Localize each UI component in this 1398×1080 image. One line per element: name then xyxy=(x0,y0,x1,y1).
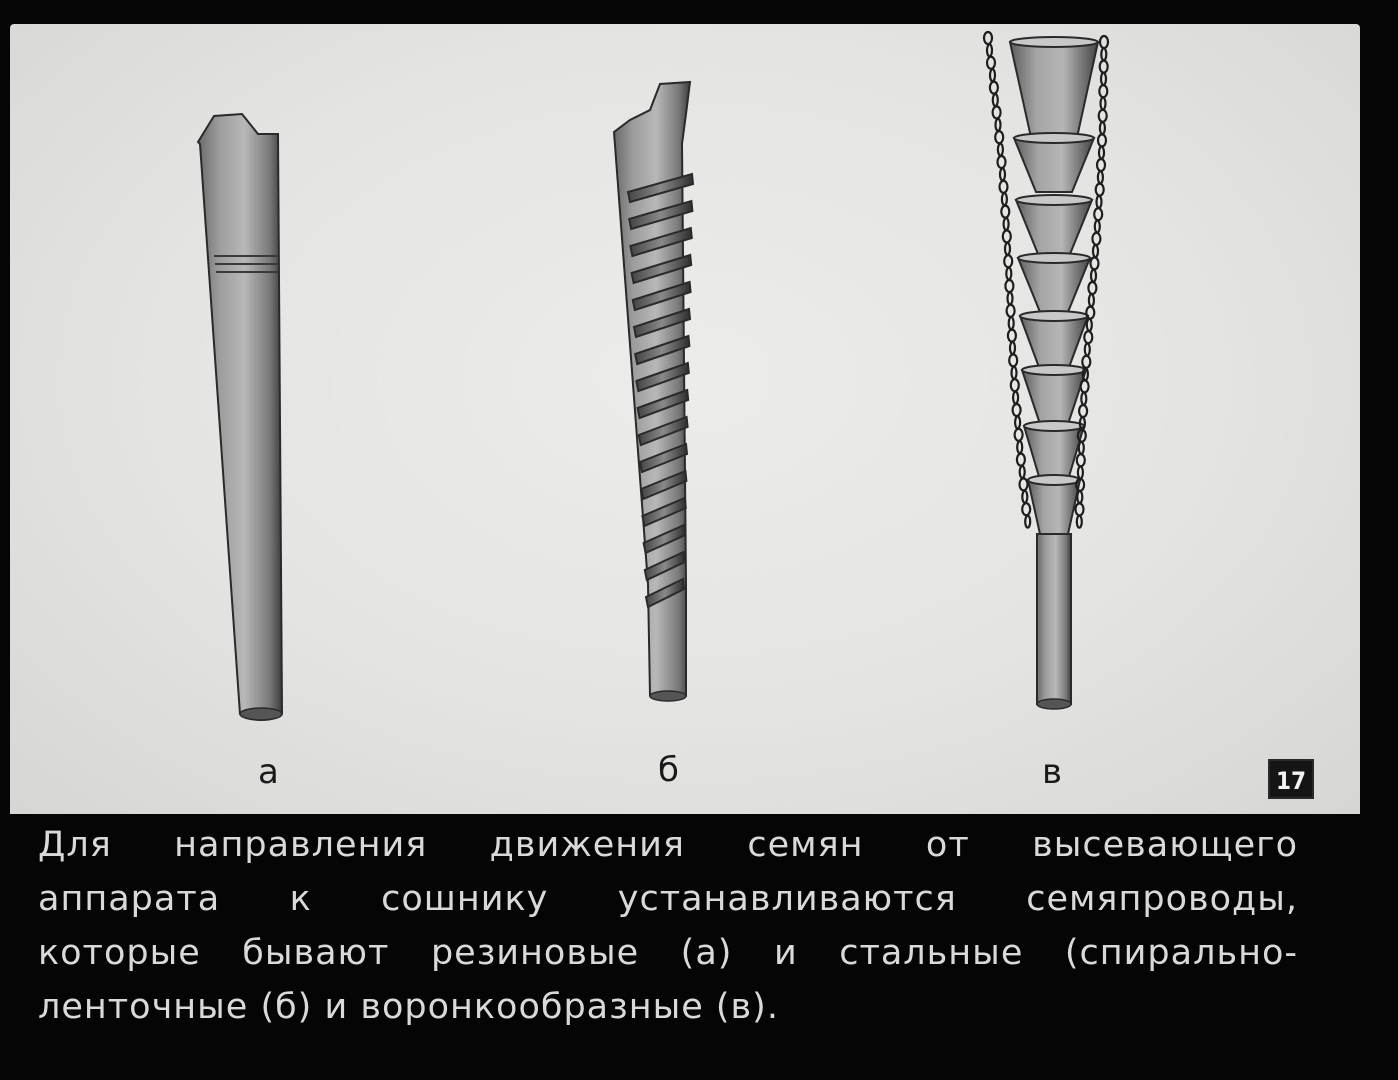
chain-link xyxy=(1092,233,1100,245)
chain-link xyxy=(1101,98,1106,110)
chain-link xyxy=(1077,516,1082,528)
chain-link xyxy=(1099,147,1104,159)
funnel-rim xyxy=(1024,421,1084,431)
chain-link xyxy=(1013,392,1018,404)
funnel-rim xyxy=(1010,37,1098,47)
funnel-segment xyxy=(1016,200,1092,254)
funnel-segment xyxy=(1028,480,1080,534)
chain-link xyxy=(1088,282,1096,294)
funnel-segment xyxy=(1022,370,1086,424)
chain-link xyxy=(1005,280,1013,292)
chain-link xyxy=(1015,429,1023,441)
chain-link xyxy=(1100,122,1105,134)
chain-link xyxy=(1099,110,1107,122)
chain-link xyxy=(1076,503,1084,515)
figure-label-v: в xyxy=(1042,752,1063,792)
chain-link xyxy=(1081,380,1089,392)
chain-link xyxy=(1099,85,1107,97)
rubber-seed-tube-icon xyxy=(198,114,282,720)
chain-link xyxy=(1077,454,1085,466)
funnel-segment xyxy=(1018,258,1090,312)
chain-link xyxy=(1079,442,1084,454)
chain-link xyxy=(1017,454,1025,466)
caption-line: ленточные (б) и воронкообразные (в). xyxy=(38,987,779,1027)
illustration-plate xyxy=(10,24,1360,814)
chain-link xyxy=(1077,491,1082,503)
funnel-segment xyxy=(1024,426,1084,480)
chain-link xyxy=(1097,159,1105,171)
caption-line: Для направления движения семян от высевающего xyxy=(38,825,1298,865)
chain-link xyxy=(1004,218,1009,230)
funnel-rim xyxy=(1014,133,1094,143)
chain-link xyxy=(990,82,998,94)
seed-tubes-illustration xyxy=(10,24,1360,814)
chain-link xyxy=(1000,168,1005,180)
chain-link xyxy=(1093,245,1098,257)
chain-link xyxy=(1009,354,1017,366)
chain-link xyxy=(995,131,1003,143)
chain-link xyxy=(1000,181,1008,193)
funnel-rim xyxy=(1018,253,1090,263)
chain-link xyxy=(1084,331,1092,343)
funnel-rim xyxy=(1016,195,1092,205)
chain-link xyxy=(1006,268,1011,280)
caption-line: которые бывают резиновые (а) и стальные (спирально- xyxy=(38,933,1298,973)
chain-link xyxy=(1085,344,1090,356)
chain-link xyxy=(1010,342,1015,354)
caption-text xyxy=(38,818,1298,1034)
chain-link xyxy=(1004,255,1012,267)
spiral-ribbon-seed-tube-icon xyxy=(614,82,693,701)
chain-link xyxy=(1011,379,1019,391)
figure-label-b: б xyxy=(658,750,679,790)
chain-link xyxy=(996,119,1001,131)
chain-link xyxy=(1101,48,1106,60)
chain-link xyxy=(1098,134,1106,146)
chain-link xyxy=(1017,441,1022,453)
chain-link xyxy=(1008,330,1016,342)
funnel-segment xyxy=(1014,138,1094,192)
chain-link xyxy=(1008,292,1013,304)
frame-number-badge: 17 xyxy=(1268,759,1314,799)
chain-link xyxy=(1098,171,1103,183)
chain-link xyxy=(987,57,995,69)
figure-label-a: а xyxy=(258,752,279,792)
chain-link xyxy=(1022,503,1030,515)
chain-link xyxy=(993,106,1001,118)
chain-link xyxy=(1091,257,1099,269)
caption-line: аппарата к сошнику устанавливаются семяпроводы, xyxy=(38,879,1298,919)
chain-link xyxy=(1015,416,1020,428)
funnel-chain-seed-tube-icon xyxy=(984,32,1108,709)
chain-link xyxy=(1020,478,1028,490)
chain-link xyxy=(1082,356,1090,368)
chain-link xyxy=(1022,491,1027,503)
chain-link xyxy=(1025,516,1030,528)
chain-link xyxy=(1087,319,1092,331)
funnel-rim xyxy=(1020,311,1088,321)
chain-link xyxy=(1005,243,1010,255)
chain-link xyxy=(1101,73,1106,85)
chain-link xyxy=(1091,270,1096,282)
chain-link xyxy=(987,44,992,56)
chain-link xyxy=(1094,208,1102,220)
chain-link xyxy=(993,94,998,106)
funnel-rim xyxy=(1028,475,1080,485)
chain-link xyxy=(1012,367,1017,379)
chain-link xyxy=(1079,405,1087,417)
chain-link xyxy=(1001,206,1009,218)
chain-link xyxy=(1081,393,1086,405)
chain-link xyxy=(1020,466,1025,478)
chain-link xyxy=(1089,294,1094,306)
chain-link xyxy=(1009,317,1014,329)
chain-link xyxy=(1086,307,1094,319)
chain-link xyxy=(990,69,995,81)
chain-link xyxy=(984,32,992,44)
chain-link xyxy=(1097,196,1102,208)
chain-link xyxy=(1013,404,1021,416)
chain-link xyxy=(1078,467,1083,479)
chain-link xyxy=(998,156,1006,168)
funnel-segment xyxy=(1010,42,1098,142)
chain-link xyxy=(1095,221,1100,233)
funnel-rim xyxy=(1022,365,1086,375)
chain-link xyxy=(1100,61,1108,73)
chain-link xyxy=(1002,193,1007,205)
chain-link xyxy=(998,144,1003,156)
funnel-segment xyxy=(1020,316,1088,370)
chain-link xyxy=(1100,36,1108,48)
chain-link xyxy=(1007,305,1015,317)
chain-link xyxy=(1096,184,1104,196)
chain-link xyxy=(1003,230,1011,242)
